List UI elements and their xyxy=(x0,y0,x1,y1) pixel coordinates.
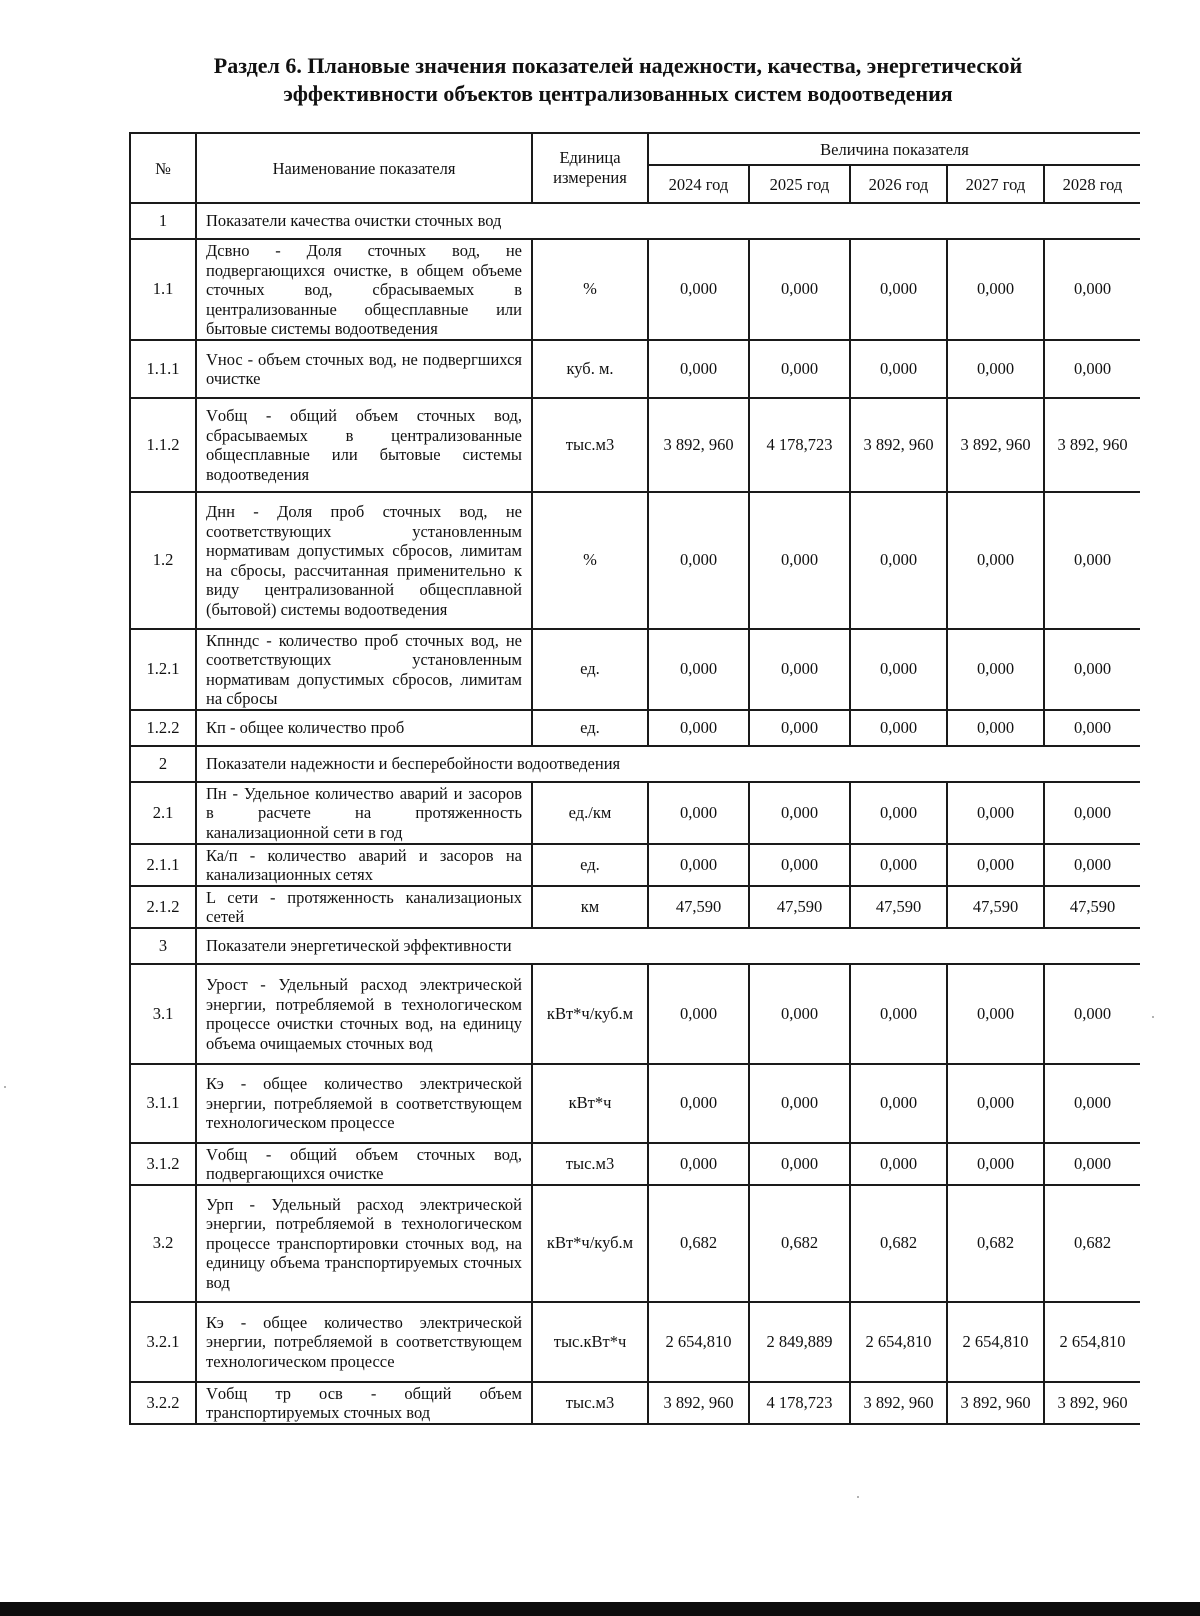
indicator-value: 0,000 xyxy=(749,492,850,629)
indicator-value: 0,682 xyxy=(850,1185,947,1302)
table-row xyxy=(130,1143,1140,1185)
indicator-value: 0,000 xyxy=(648,1064,749,1143)
indicator-value: 0,000 xyxy=(1044,1064,1140,1143)
header-num: № xyxy=(130,133,196,203)
indicator-value: 0,000 xyxy=(850,239,947,340)
indicator-value: 0,682 xyxy=(947,1185,1044,1302)
table-row xyxy=(130,844,1140,886)
indicator-value: 0,000 xyxy=(648,340,749,398)
row-number: 1.1.1 xyxy=(130,340,196,398)
section-title: Показатели качества очистки сточных вод xyxy=(196,203,1140,239)
document-title xyxy=(130,52,1106,108)
indicator-unit: ед. xyxy=(532,844,648,886)
indicator-name: Урост - Удельный расход электрической энергии, потребляемой в технологическом процессе очистки сточных вод, на единицу объема очищаемых сточных вод xyxy=(196,964,532,1064)
indicator-value: 0,000 xyxy=(850,782,947,844)
indicator-unit: кВт*ч/куб.м xyxy=(532,1185,648,1302)
indicator-value: 0,000 xyxy=(1044,710,1140,746)
indicator-name: Кпнндс - количество проб сточных вод, не соответствующих установленным нормативам допустимых сбросов, лимитам на сбросы xyxy=(196,629,532,710)
indicator-unit: тыс.м3 xyxy=(532,1382,648,1424)
row-number: 3 xyxy=(130,928,196,964)
indicator-value: 0,000 xyxy=(1044,844,1140,886)
indicator-value: 3 892, 960 xyxy=(947,1382,1044,1424)
indicator-value: 0,682 xyxy=(648,1185,749,1302)
indicator-value: 47,590 xyxy=(749,886,850,928)
indicator-value: 2 654,810 xyxy=(648,1302,749,1382)
indicator-unit: ед./км xyxy=(532,782,648,844)
indicator-value: 3 892, 960 xyxy=(850,1382,947,1424)
indicator-value: 2 654,810 xyxy=(1044,1302,1140,1382)
indicator-unit: ед. xyxy=(532,710,648,746)
indicator-value: 3 892, 960 xyxy=(947,398,1044,492)
indicator-value: 0,000 xyxy=(648,1143,749,1185)
indicator-value: 0,000 xyxy=(1044,492,1140,629)
indicator-value: 4 178,723 xyxy=(749,398,850,492)
indicator-unit: куб. м. xyxy=(532,340,648,398)
indicator-value: 3 892, 960 xyxy=(850,398,947,492)
table-row xyxy=(130,629,1140,710)
row-number: 3.2.2 xyxy=(130,1382,196,1424)
indicator-unit: тыс.м3 xyxy=(532,398,648,492)
header-year-2027: 2027 год xyxy=(947,165,1044,203)
row-number: 1.1.2 xyxy=(130,398,196,492)
indicator-value: 47,590 xyxy=(1044,886,1140,928)
indicator-value: 0,000 xyxy=(947,844,1044,886)
row-number: 3.2.1 xyxy=(130,1302,196,1382)
indicator-value: 0,000 xyxy=(850,492,947,629)
table-row xyxy=(130,1185,1140,1302)
section-title: Показатели энергетической эффективности xyxy=(196,928,1140,964)
indicator-value: 0,000 xyxy=(947,239,1044,340)
indicator-unit: % xyxy=(532,239,648,340)
section-title: Показатели надежности и бесперебойности водоотведения xyxy=(196,746,1140,782)
indicator-name: Кэ - общее количество электрической энергии, потребляемой в соответствующем технологическом процессе xyxy=(196,1064,532,1143)
indicator-value: 0,000 xyxy=(947,710,1044,746)
row-number: 3.2 xyxy=(130,1185,196,1302)
document-title-line-2: эффективности объектов централизованных систем водоотведения xyxy=(283,81,953,106)
indicator-value: 0,000 xyxy=(850,710,947,746)
indicator-value: 2 849,889 xyxy=(749,1302,850,1382)
row-number: 1.2 xyxy=(130,492,196,629)
header-name: Наименование показателя xyxy=(196,133,532,203)
indicator-value: 0,000 xyxy=(947,629,1044,710)
table-row xyxy=(130,398,1140,492)
indicator-value: 0,682 xyxy=(749,1185,850,1302)
table-row xyxy=(130,782,1140,844)
indicator-value: 47,590 xyxy=(947,886,1044,928)
indicator-value: 0,000 xyxy=(850,1064,947,1143)
indicator-value: 0,000 xyxy=(648,844,749,886)
indicator-name: Пн - Удельное количество аварий и засоров в расчете на протяженность канализационной сети в год xyxy=(196,782,532,844)
indicator-value: 47,590 xyxy=(850,886,947,928)
scan-speck xyxy=(1152,1016,1154,1018)
indicator-value: 0,000 xyxy=(1044,1143,1140,1185)
indicator-name: Кп - общее количество проб xyxy=(196,710,532,746)
indicator-name: Ка/п - количество аварий и засоров на канализационных сетях xyxy=(196,844,532,886)
indicator-value: 2 654,810 xyxy=(947,1302,1044,1382)
indicators-table xyxy=(129,132,1140,1425)
indicator-unit: км xyxy=(532,886,648,928)
row-number: 3.1 xyxy=(130,964,196,1064)
indicator-value: 3 892, 960 xyxy=(648,398,749,492)
indicator-value: 0,000 xyxy=(648,964,749,1064)
indicator-name: L сети - протяженность канализационых сетей xyxy=(196,886,532,928)
indicator-value: 0,000 xyxy=(947,340,1044,398)
indicator-value: 0,000 xyxy=(749,1143,850,1185)
document-title-line-1: Раздел 6. Плановые значения показателей надежности, качества, энергетической xyxy=(213,53,1023,78)
section-row xyxy=(130,203,1140,239)
indicator-value: 0,000 xyxy=(648,629,749,710)
header-unit: Единица измерения xyxy=(532,133,648,203)
table-row xyxy=(130,239,1140,340)
indicator-unit: тыс.кВт*ч xyxy=(532,1302,648,1382)
indicator-value: 0,000 xyxy=(749,844,850,886)
table-row xyxy=(130,710,1140,746)
scan-edge-bar xyxy=(0,1602,1200,1616)
indicator-value: 0,682 xyxy=(1044,1185,1140,1302)
indicator-unit: % xyxy=(532,492,648,629)
table-row xyxy=(130,1382,1140,1424)
indicator-value: 47,590 xyxy=(648,886,749,928)
indicator-value: 0,000 xyxy=(749,239,850,340)
indicator-unit: кВт*ч/куб.м xyxy=(532,964,648,1064)
row-number: 2.1 xyxy=(130,782,196,844)
table-row xyxy=(130,492,1140,629)
header-year-2026: 2026 год xyxy=(850,165,947,203)
header-year-2024: 2024 год xyxy=(648,165,749,203)
indicator-name: Vобщ - общий объем сточных вод, сбрасываемых в централизованные общесплавные или бытовые системы водоотведения xyxy=(196,398,532,492)
indicator-value: 0,000 xyxy=(850,1143,947,1185)
section-row xyxy=(130,746,1140,782)
table-row xyxy=(130,886,1140,928)
indicator-value: 0,000 xyxy=(947,964,1044,1064)
table-row xyxy=(130,964,1140,1064)
row-number: 3.1.1 xyxy=(130,1064,196,1143)
row-number: 1.1 xyxy=(130,239,196,340)
indicator-value: 0,000 xyxy=(648,492,749,629)
indicator-name: Днн - Доля проб сточных вод, не соответствующих установленным нормативам допустимых сбросов, лимитам на сбросы, рассчитанная применительно к виду централизованной общесплавной (бытовой) системы водоотведения xyxy=(196,492,532,629)
indicator-value: 0,000 xyxy=(850,629,947,710)
indicator-value: 0,000 xyxy=(749,782,850,844)
table-body xyxy=(130,203,1140,1424)
row-number: 1 xyxy=(130,203,196,239)
indicator-unit: ед. xyxy=(532,629,648,710)
indicator-name: Vнос - объем сточных вод, не подвергшихся очистке xyxy=(196,340,532,398)
indicator-value: 3 892, 960 xyxy=(1044,1382,1140,1424)
indicator-name: Vобщ - общий объем сточных вод, подвергающихся очистке xyxy=(196,1143,532,1185)
table-row xyxy=(130,340,1140,398)
indicator-value: 0,000 xyxy=(749,1064,850,1143)
indicator-value: 0,000 xyxy=(749,340,850,398)
indicator-value: 0,000 xyxy=(947,1143,1044,1185)
row-number: 2.1.2 xyxy=(130,886,196,928)
indicator-value: 0,000 xyxy=(749,964,850,1064)
indicator-value: 0,000 xyxy=(648,239,749,340)
indicator-value: 0,000 xyxy=(947,1064,1044,1143)
scan-speck xyxy=(4,1086,6,1088)
indicator-value: 0,000 xyxy=(1044,629,1140,710)
indicator-name: Кэ - общее количество электрической энергии, потребляемой в соответствующем технологическом процессе xyxy=(196,1302,532,1382)
header-year-2025: 2025 год xyxy=(749,165,850,203)
indicator-value: 0,000 xyxy=(947,492,1044,629)
table-header xyxy=(130,133,1140,203)
row-number: 3.1.2 xyxy=(130,1143,196,1185)
row-number: 2 xyxy=(130,746,196,782)
table-row xyxy=(130,1302,1140,1382)
indicator-value: 0,000 xyxy=(749,629,850,710)
indicator-value: 0,000 xyxy=(749,710,850,746)
indicator-value: 0,000 xyxy=(648,782,749,844)
indicator-value: 0,000 xyxy=(1044,782,1140,844)
indicator-value: 3 892, 960 xyxy=(648,1382,749,1424)
header-value-group: Величина показателя xyxy=(648,133,1140,165)
indicator-unit: тыс.м3 xyxy=(532,1143,648,1185)
indicator-value: 0,000 xyxy=(850,340,947,398)
indicator-name: Урп - Удельный расход электрической энергии, потребляемой в технологическом процессе транспортировки сточных вод, на единицу объема транспортируемых сточных вод xyxy=(196,1185,532,1302)
indicator-value: 3 892, 960 xyxy=(1044,398,1140,492)
indicator-value: 0,000 xyxy=(1044,340,1140,398)
indicator-name: Дсвно - Доля сточных вод, не подвергающихся очистке, в общем объеме сточных вод, сбрасываемых в централизованные общесплавные или бытовые системы водоотведения xyxy=(196,239,532,340)
indicator-value: 4 178,723 xyxy=(749,1382,850,1424)
section-row xyxy=(130,928,1140,964)
indicator-value: 2 654,810 xyxy=(850,1302,947,1382)
indicator-value: 0,000 xyxy=(648,710,749,746)
indicator-value: 0,000 xyxy=(1044,239,1140,340)
table-row xyxy=(130,1064,1140,1143)
indicator-value: 0,000 xyxy=(850,964,947,1064)
indicator-value: 0,000 xyxy=(1044,964,1140,1064)
row-number: 1.2.2 xyxy=(130,710,196,746)
indicator-value: 0,000 xyxy=(850,844,947,886)
header-year-2028: 2028 год xyxy=(1044,165,1140,203)
row-number: 1.2.1 xyxy=(130,629,196,710)
indicator-unit: кВт*ч xyxy=(532,1064,648,1143)
scan-speck xyxy=(857,1496,859,1498)
row-number: 2.1.1 xyxy=(130,844,196,886)
indicator-value: 0,000 xyxy=(947,782,1044,844)
indicator-name: Vобщ тр осв - общий объем транспортируемых сточных вод xyxy=(196,1382,532,1424)
